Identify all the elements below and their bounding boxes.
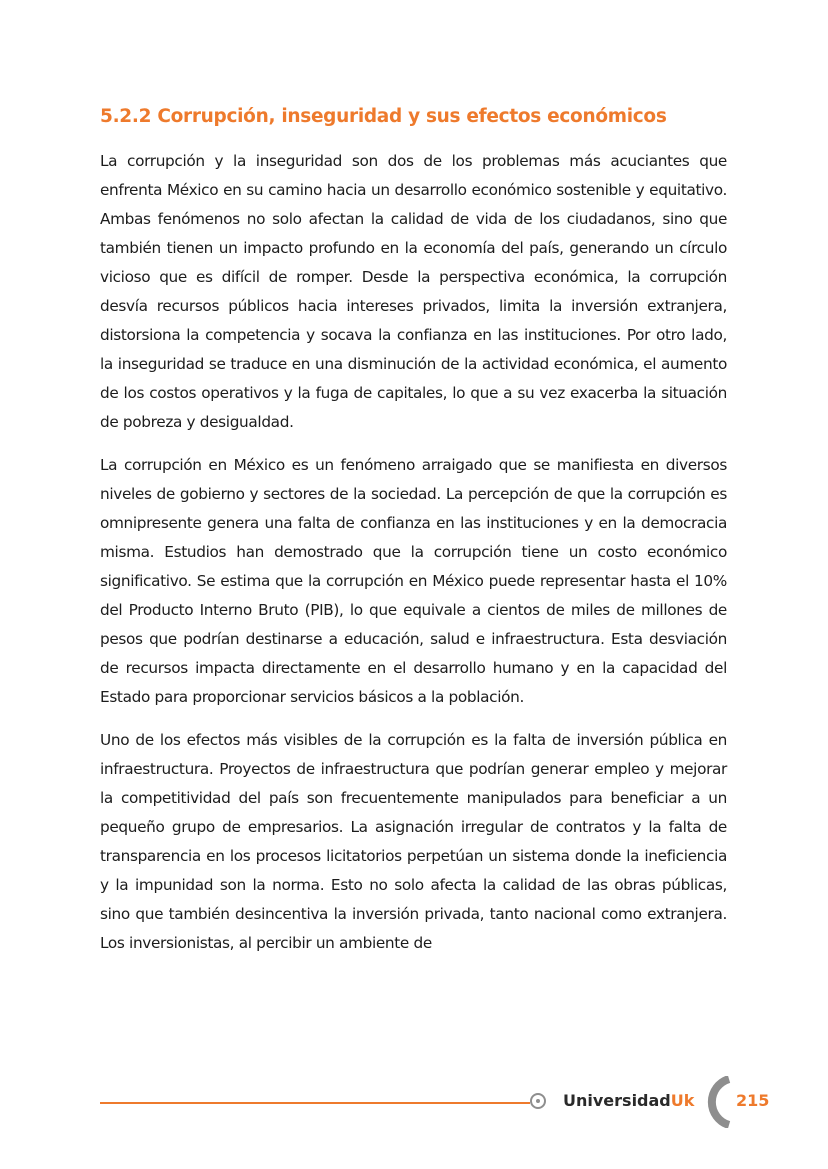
body-text [100,147,727,972]
paragraph-1: La corrupción y la inseguridad son dos de los problemas más acuciantes que enfrenta México en su camino hacia un desarrollo económico sostenible y equitativo. Ambas fenómenos no solo afectan la calidad de vida de los ciudadanos, sino que también tienen un impacto profundo en la economía del país, generando un círculo vicioso que es difícil de romper. Desde la perspectiva económica, la corrupción desvía recursos públicos hacia intereses privados, limita la inversión extranjera, distorsiona la competencia y socava la confianza en las instituciones. Por otro lado, la inseguridad se traduce en una disminución de la actividad económica, el aumento de los costos operativos y la fuga de capitales, lo que a su vez exacerba la situación de pobreza y desigualdad. [100,152,727,431]
brand-accent: Uk [670,1091,695,1110]
brand-name: Universidad [563,1091,671,1110]
section-heading: 5.2.2 Corrupción, inseguridad y sus efectos económicos [100,106,667,127]
paragraph-3: Uno de los efectos más visibles de la corrupción es la falta de inversión pública en infraestructura. Proyectos de infraestructura que podrían generar empleo y mejorar la competitividad del país son frecuentemente manipulados para beneficiar a un pequeño grupo de empresarios. La asignación irregular de contratos y la falta de transparencia en los procesos licitatorios perpetúan un sistema donde la ineficiencia y la impunidad son la norma. Esto no solo afecta la calidad de las obras públicas, sino que también desincentiva la inversión privada, tanto nacional como extranjera. Los inversionistas, al percibir un ambiente de [100,731,727,952]
page-number: 215 [736,1091,770,1110]
paragraph-2: La corrupción en México es un fenómeno arraigado que se manifiesta en diversos niveles de gobierno y sectores de la sociedad. La percepción de que la corrupción es omnipresente genera una falta de confianza en las instituciones y en la democracia misma. Estudios han demostrado que la corrupción tiene un costo económico significativo. Se estima que la corrupción en México puede representar hasta el 10% del Producto Interno Bruto (PIB), lo que equivale a cientos de miles de millones de pesos que podrían destinarse a educación, salud e infraestructura. Esta desviación de recursos impacta directamente en el desarrollo humano y en la capacidad del Estado para proporcionar servicios básicos a la población. [100,456,727,706]
brand-logo [563,1090,694,1112]
footer-rule [100,1102,530,1104]
page-footer [0,1070,828,1140]
page-arc-icon [701,1076,737,1128]
circle-dot-icon [530,1093,546,1109]
